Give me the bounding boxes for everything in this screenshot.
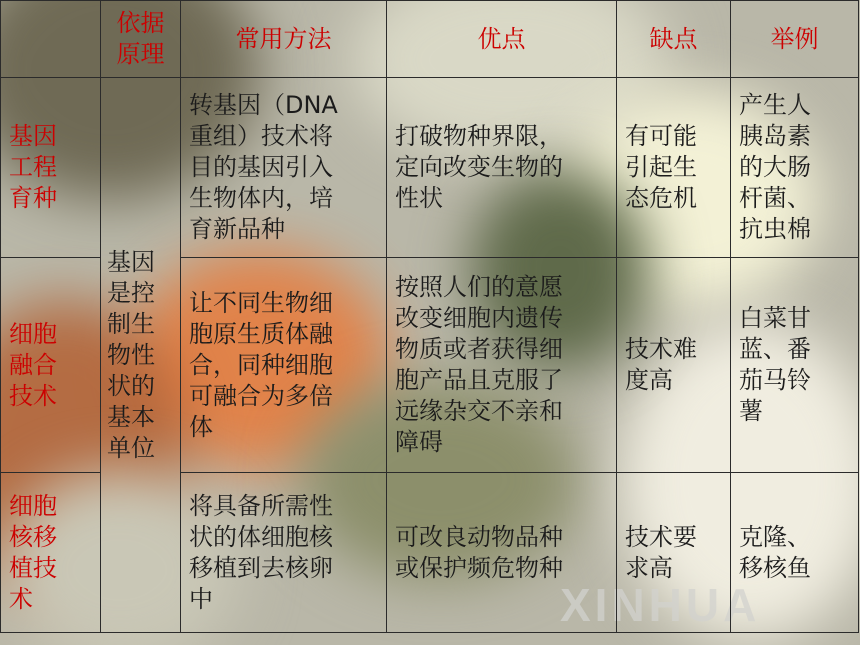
- header-method: 常用方法: [181, 1, 387, 78]
- method-cell: 让不同生物细 胞原生质体融 合，同种细胞 可融合为多倍 体: [181, 258, 387, 473]
- header-cons: 缺点: [617, 1, 731, 78]
- pros-cell: 按照人们的意愿 改变细胞内遗传 物质或者获得细 胞产品且克服了 远缘杂交不亲和 障碍: [387, 258, 617, 473]
- row-name: 基因 工程 育种: [1, 78, 101, 258]
- header-empty: [1, 1, 101, 78]
- principle-cell: 基因 是控 制生 物性 状的 基本 单位: [101, 78, 181, 633]
- pros-cell: 可改良动物品种 或保护频危物种: [387, 473, 617, 633]
- row-name: 细胞 融合 技术: [1, 258, 101, 473]
- cons-cell: 技术要 求高: [617, 473, 731, 633]
- example-cell: 产生人 胰岛素 的大肠 杆菌、 抗虫棉: [731, 78, 859, 258]
- row-name: 细胞 核移 植技 术: [1, 473, 101, 633]
- method-cell: 将具备所需性 状的体细胞核 移植到去核卵 中: [181, 473, 387, 633]
- example-cell: 白菜甘 蓝、番 茄马铃 薯: [731, 258, 859, 473]
- pros-cell: 打破物种界限， 定向改变生物的 性状: [387, 78, 617, 258]
- table-row: [1, 78, 859, 258]
- method-cell: 转基因（DNA 重组）技术将 目的基因引入 生物体内，培 育新品种: [181, 78, 387, 258]
- cons-cell: 有可能 引起生 态危机: [617, 78, 731, 258]
- watermark: XINHUA: [560, 579, 761, 631]
- header-pros: 优点: [387, 1, 617, 78]
- cons-cell: 技术难 度高: [617, 258, 731, 473]
- header-row: [1, 1, 859, 78]
- example-cell: 克隆、 移核鱼: [731, 473, 859, 633]
- header-basis: 依据 原理: [101, 1, 181, 78]
- header-example: 举例: [731, 1, 859, 78]
